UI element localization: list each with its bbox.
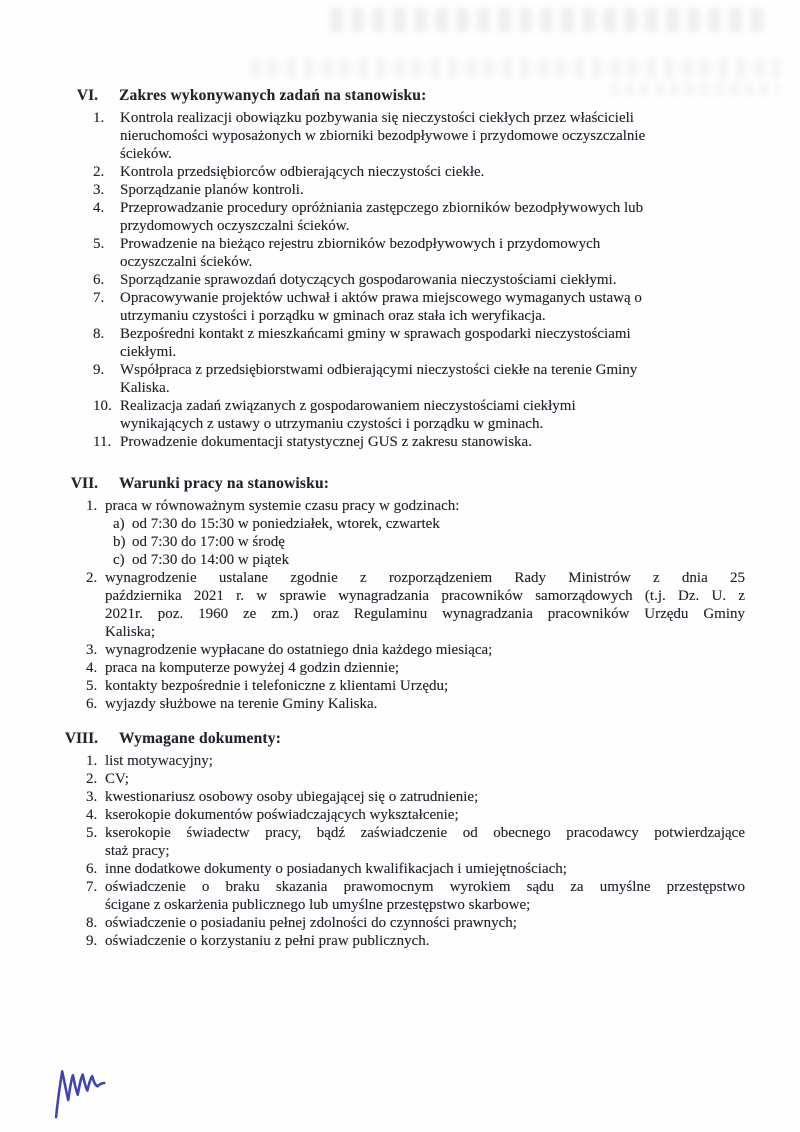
section [0,474,800,713]
item-text: kserokopie dokumentów poświadczających wykształcenie; [105,807,459,823]
item-body [120,433,732,451]
item-number: 1. [86,498,98,514]
item-body [120,199,732,235]
item-number: 10. [93,398,112,414]
item-body [105,932,745,950]
section-heading [0,729,800,749]
document-body [0,86,800,950]
list-item [0,824,800,860]
list-item [0,914,800,932]
list-item [0,860,800,878]
section-items [0,109,800,451]
item-text-line: oświadczenie o braku skazania prawomocnym wyrokiem sądu za umyślne przestępstwo [105,879,745,895]
list-item [0,361,800,397]
item-text-line: Kontrola realizacji obowiązku pozbywania się nieczystości ciekłych przez właścicieli [120,110,634,126]
item-number: 1. [86,753,98,769]
list-item [0,163,800,181]
sub-item-text: od 7:30 do 15:30 w poniedziałek, wtorek, czwartek [132,516,440,532]
section-heading [0,86,800,106]
item-text-line: wynagrodzenie ustalane zgodnie z rozporządzeniem Rady Ministrów z dnia 25 [105,570,745,586]
item-body [105,914,745,932]
item-number: 9. [93,362,105,378]
item-body [105,878,745,914]
item-body [105,659,745,677]
list-item [0,788,800,806]
item-body [120,163,732,181]
item-number: 2. [86,570,98,586]
item-text-line: Realizacja zadań związanych z gospodarowaniem nieczystościami ciekłymi [120,398,576,414]
item-text: Sporządzanie planów kontroli. [120,182,304,198]
list-item [0,497,800,569]
list-item [0,659,800,677]
item-number: 8. [93,326,105,342]
item-text: Sporządzanie sprawozdań dotyczących gospodarowania nieczystościami ciekłymi. [120,272,617,288]
item-text-line: Kaliska. [120,380,170,396]
item-number: 2. [86,771,98,787]
item-number: 4. [93,200,105,216]
list-item [0,695,800,713]
sub-item-text: od 7:30 do 14:00 w piątek [132,552,290,568]
item-body [105,770,745,788]
item-body [120,289,732,325]
item-text: praca na komputerze powyżej 4 godzin dziennie; [105,660,400,676]
item-text-line: Współpraca z przedsiębiorstwami odbierającymi nieczystości ciekłe na terenie Gminy [120,362,638,378]
item-number: 3. [86,642,98,658]
list-item [0,932,800,950]
list-item [0,325,800,361]
scan-bleedthrough-top [330,8,770,32]
sub-item [105,551,745,569]
item-text-line: Bezpośredni kontakt z mieszkańcami gminy w sprawach gospodarki nieczystościami [120,326,631,342]
list-item [0,806,800,824]
list-item [0,199,800,235]
section-numeral: VI. [76,87,98,104]
item-number: 8. [86,915,98,931]
item-body [120,109,732,163]
item-text: kwestionariusz osobowy osoby ubiegającej się o zatrudnienie; [105,789,479,805]
item-text-line: Przeprowadzanie procedury opróżniania zastępczego zbiorników bezodpływowych lub [120,200,644,216]
list-item [0,289,800,325]
item-text-line: Kaliska; [105,624,155,640]
sub-item-letter: c) [113,552,125,568]
item-body [120,325,732,361]
item-body [105,824,745,860]
item-number: 6. [93,272,105,288]
item-text: wyjazdy służbowe na terenie Gminy Kaliska. [105,696,378,712]
item-body [120,271,732,289]
item-number: 7. [93,290,105,306]
section-heading [0,474,800,494]
item-body [120,397,732,433]
item-text-line: nieruchomości wyposażonych w zbiorniki bezodpływowe i przydomowe oczyszczalnie [120,128,646,144]
item-body [120,181,732,199]
item-text: wynagrodzenie wypłacane do ostatniego dnia każdego miesiąca; [105,642,493,658]
list-item [0,569,800,641]
list-item [0,752,800,770]
sub-item-letter: b) [113,534,126,550]
item-body [105,641,745,659]
item-body [105,497,745,569]
section-items [0,752,800,950]
item-text-line: ścigane z oskarżenia publicznego lub umyślne przestępstwo skarbowe; [105,897,531,913]
sub-item-text: od 7:30 do 17:00 w środę [132,534,285,550]
section-title: Wymagane dokumenty: [119,730,282,747]
item-text: Kontrola przedsiębiorców odbierających nieczystości ciekłe. [120,164,485,180]
item-text: CV; [105,771,129,787]
signature-path [53,1069,106,1118]
signature-scribble [46,1060,116,1122]
sub-item [105,515,745,533]
item-text-line: staż pracy; [105,843,170,859]
item-number: 7. [86,879,98,895]
sub-items [105,515,745,569]
item-text-line: utrzymaniu czystości i porządku w gminach oraz stała ich weryfikacja. [120,308,546,324]
list-item [0,109,800,163]
item-number: 3. [93,182,105,198]
list-item [0,770,800,788]
list-item [0,641,800,659]
item-text: list motywacyjny; [105,753,213,769]
item-text: oświadczenie o posiadaniu pełnej zdolności do czynności prawnych; [105,915,517,931]
item-text-line: ciekłymi. [120,344,177,360]
item-text-line: 2021r. poz. 1960 ze zm.) oraz Regulaminu wynagradzania pracowników Urzędu Gminy [105,606,745,622]
item-number: 4. [86,807,98,823]
item-number: 3. [86,789,98,805]
list-item [0,235,800,271]
item-body [105,569,745,641]
list-item [0,271,800,289]
item-body [105,806,745,824]
section-numeral: VII. [70,475,98,492]
item-number: 1. [93,110,105,126]
item-text: praca w równoważnym systemie czasu pracy w godzinach: [105,498,460,514]
item-text: oświadczenie o korzystaniu z pełni praw publicznych. [105,933,430,949]
sub-item [105,533,745,551]
item-text-line: ścieków. [120,146,172,162]
item-number: 9. [86,933,98,949]
list-item [0,397,800,433]
item-number: 5. [86,825,98,841]
section [0,729,800,950]
item-number: 5. [86,678,98,694]
section-title: Zakres wykonywanych zadań na stanowisku: [119,87,427,104]
item-body [120,235,732,271]
item-body [105,788,745,806]
item-body [120,361,732,397]
item-body [105,695,745,713]
item-number: 6. [86,861,98,877]
item-body [105,860,745,878]
section-title: Warunki pracy na stanowisku: [119,475,330,492]
section [0,86,800,451]
item-text: inne dodatkowe dokumenty o posiadanych kwalifikacjach i umiejętnościach; [105,861,567,877]
item-text-line: października 2021 r. w sprawie wynagradzania pracowników samorządowych (t.j. Dz. U. z [105,588,745,604]
list-item [0,433,800,451]
list-item [0,677,800,695]
item-text-line: Opracowywanie projektów uchwał i aktów prawa miejscowego wymaganych ustawą o [120,290,642,306]
item-body [105,677,745,695]
item-text-line: oczyszczalni ścieków. [120,254,253,270]
item-text-line: przydomowych oczyszczalni ścieków. [120,218,350,234]
item-number: 6. [86,696,98,712]
item-number: 4. [86,660,98,676]
sub-item-letter: a) [113,516,125,532]
item-text: kontakty bezpośrednie i telefoniczne z klientami Urzędu; [105,678,449,694]
item-text: Prowadzenie dokumentacji statystycznej GUS z zakresu stanowiska. [120,434,532,450]
scan-bleedthrough-middle [250,58,780,78]
list-item [0,878,800,914]
item-number: 5. [93,236,105,252]
item-number: 2. [93,164,105,180]
item-body [105,752,745,770]
item-text-line: Prowadzenie na bieżąco rejestru zbiorników bezodpływowych i przydomowych [120,236,601,252]
item-text-line: kserokopie świadectw pracy, bądź zaświadczenie od obecnego pracodawcy potwierdzające [105,825,745,841]
item-text-line: wynikających z ustawy o utrzymaniu czystości i porządku w gminach. [120,416,544,432]
section-numeral: VIII. [64,730,98,747]
list-item [0,181,800,199]
item-number: 11. [93,434,112,450]
section-items [0,497,800,713]
